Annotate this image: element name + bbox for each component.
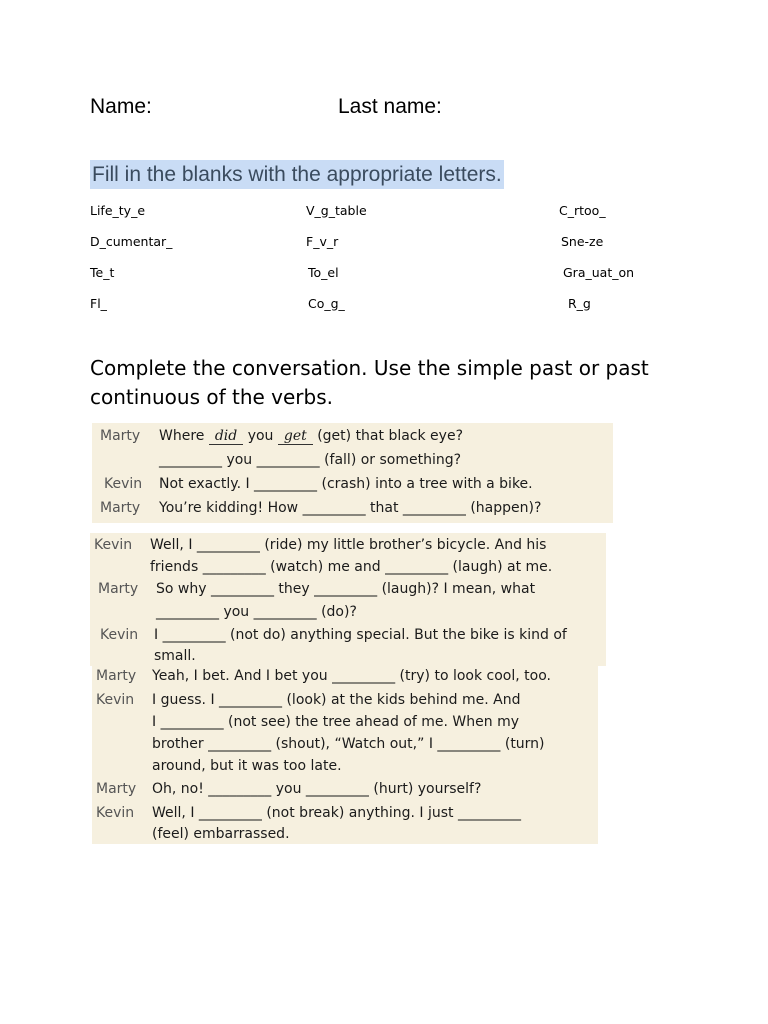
- speaker-label: Kevin: [104, 476, 143, 492]
- word-item: C_rtoo_: [559, 203, 606, 218]
- word-item: Gra_uat_on: [563, 265, 635, 280]
- speaker-label: Marty: [100, 500, 141, 516]
- word-item: Te_t: [90, 265, 115, 280]
- word-item: F_v_r: [306, 234, 339, 249]
- conversation-line: Well, I _________ (ride) my little brother’s bicycle. And his: [150, 537, 547, 553]
- conversation-line: So why _________ they _________ (laugh)? I mean, what: [156, 581, 536, 597]
- speaker-label: Kevin: [94, 537, 133, 553]
- speaker-label: Kevin: [96, 692, 135, 708]
- last-name-label: Last name:: [338, 95, 442, 118]
- conversation-line: brother _________ (shout), “Watch out,” I _________ (turn): [152, 736, 545, 752]
- word-item: Life_ty_e: [90, 203, 146, 218]
- speaker-label: Kevin: [100, 627, 139, 643]
- conversation-line: Yeah, I bet. And I bet you _________ (try) to look cool, too.: [152, 668, 551, 684]
- conversation-line: around, but it was too late.: [152, 758, 342, 774]
- name-label: Name:: [90, 95, 152, 118]
- word-item: To_el: [308, 265, 339, 280]
- word-item: Sne-ze: [561, 234, 604, 249]
- conversation-line: I _________ (not do) anything special. But the bike is kind of: [154, 627, 567, 643]
- speaker-label: Marty: [98, 581, 139, 597]
- word-item: V_g_table: [306, 203, 367, 218]
- conversation-line: _________ you _________ (fall) or something?: [159, 452, 462, 468]
- conversation-line: Oh, no! _________ you _________ (hurt) yourself?: [152, 781, 482, 797]
- conversation-line: Where did you get (get) that black eye?: [159, 428, 463, 444]
- word-item: R_g: [568, 296, 591, 311]
- conversation-line: Well, I _________ (not break) anything. I just _________: [152, 805, 521, 821]
- conversation-scan-top: [92, 423, 613, 523]
- speaker-label: Marty: [96, 781, 137, 797]
- word-item: Fl_: [90, 296, 107, 311]
- conversation-line: (feel) embarrassed.: [152, 826, 290, 842]
- conversation-line: I guess. I _________ (look) at the kids behind me. And: [152, 692, 521, 708]
- conversation-line: friends _________ (watch) me and _________ (laugh) at me.: [150, 559, 553, 575]
- speaker-label: Marty: [96, 668, 137, 684]
- example-answer-did: did: [209, 428, 243, 445]
- conversation-line: _________ you _________ (do)?: [156, 604, 357, 620]
- conversation-scan-middle: [90, 533, 606, 666]
- word-item: Co_g_: [308, 296, 345, 311]
- exercise2-instruction: Complete the conversation. Use the simple past or past continuous of the verbs.: [90, 356, 649, 409]
- example-answer-get: get: [278, 428, 313, 445]
- speaker-label: Kevin: [96, 805, 135, 821]
- conversation-line: You’re kidding! How _________ that _________ (happen)?: [159, 500, 542, 516]
- conversation-line: I _________ (not see) the tree ahead of me. When my: [152, 714, 519, 730]
- word-item: D_cumentar_: [90, 234, 173, 249]
- speaker-label: Marty: [100, 428, 141, 444]
- conversation-line: small.: [154, 648, 196, 664]
- exercise1-instruction: Fill in the blanks with the appropriate letters.: [90, 160, 504, 189]
- conversation-scan-bottom: [92, 664, 598, 844]
- conversation-line: Not exactly. I _________ (crash) into a tree with a bike.: [159, 476, 533, 492]
